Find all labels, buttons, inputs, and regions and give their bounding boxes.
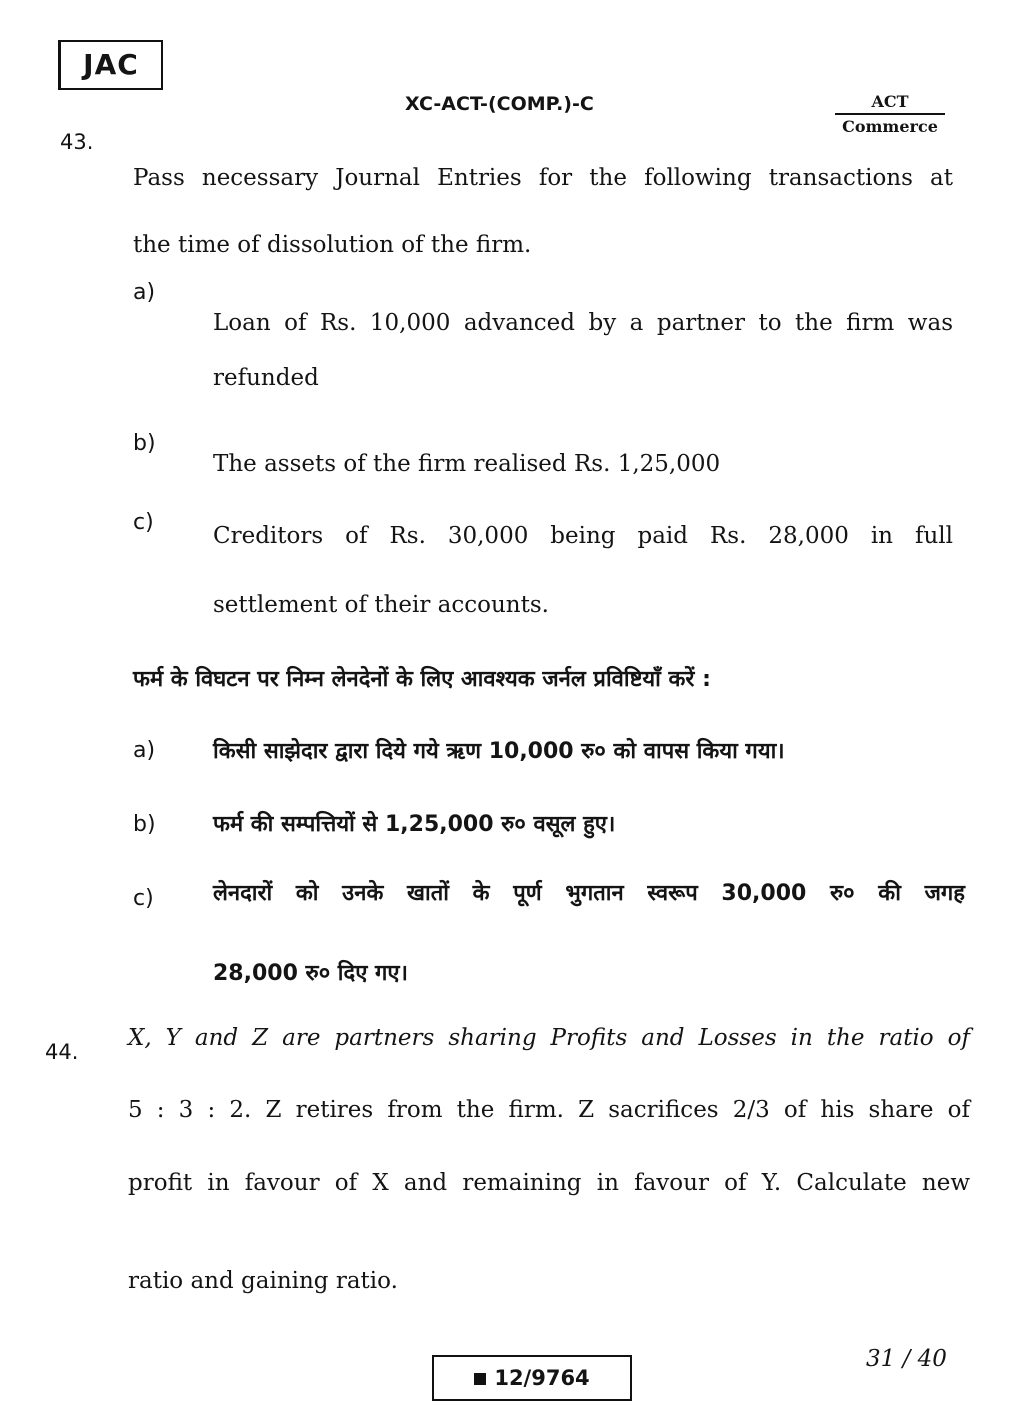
- page-number: 31 / 40: [866, 1346, 947, 1372]
- q43-part-c-line1: Creditors of Rs. 30,000 being paid Rs. 28,000 in full: [213, 523, 953, 549]
- q43-hindi-part-a-label: a): [133, 738, 156, 763]
- footer-code-box: [432, 1355, 632, 1401]
- q43-hindi-part-c-label: c): [133, 886, 154, 911]
- q43-part-a-line1: Loan of Rs. 10,000 advanced by a partner to the firm was: [213, 310, 953, 336]
- q43-part-b-line1: The assets of the firm realised Rs. 1,25,000: [213, 451, 721, 477]
- question-44-number: 44.: [45, 1040, 79, 1064]
- subject-top: ACT: [835, 92, 945, 115]
- q43-hindi-part-c-line2: 28,000 रु० दिए गए।: [213, 961, 408, 986]
- question-44-line3: profit in favour of X and remaining in favour of Y. Calculate new: [128, 1170, 970, 1196]
- footer-code: 12/9764: [494, 1366, 590, 1390]
- q43-part-a-line2: refunded: [213, 365, 319, 391]
- question-44-line2: 5 : 3 : 2. Z retires from the firm. Z sacrifices 2/3 of his share of: [128, 1097, 970, 1123]
- q43-part-b-label: b): [133, 431, 156, 456]
- q43-hindi-part-a-line1: किसी साझेदार द्वारा दिये गये ऋण 10,000 रु० को वापस किया गया।: [213, 739, 785, 764]
- question-43-number: 43.: [60, 130, 94, 154]
- paper-code: XC-ACT-(COMP.)-C: [405, 93, 594, 115]
- q43-hindi-part-b-label: b): [133, 812, 156, 837]
- q43-hindi-part-b-line1: फर्म की सम्पत्तियों से 1,25,000 रु० वसूल हुए।: [213, 812, 616, 837]
- q43-part-c-line2: settlement of their accounts.: [213, 592, 549, 618]
- question-43-intro-line1: Pass necessary Journal Entries for the following transactions at: [133, 165, 953, 191]
- question-43-intro-line2: the time of dissolution of the firm.: [133, 232, 532, 258]
- question-44-line1: X, Y and Z are partners sharing Profits and Losses in the ratio of: [128, 1025, 970, 1051]
- q43-part-c-label: c): [133, 510, 154, 535]
- square-bullet-icon: [474, 1373, 486, 1385]
- subject-label: [835, 92, 945, 136]
- question-43-hindi-intro: फर्म के विघटन पर निम्न लेनदेनों के लिए आवश्यक जर्नल प्रविष्टियाँ करें :: [133, 667, 711, 692]
- subject-bottom: Commerce: [842, 117, 938, 136]
- q43-hindi-part-c-line1: लेनदारों को उनके खातों के पूर्ण भुगतान स्वरूप 30,000 रु० की जगह: [213, 881, 965, 906]
- q43-part-a-label: a): [133, 280, 156, 305]
- question-44-line4: ratio and gaining ratio.: [128, 1268, 398, 1294]
- board-badge: JAC: [58, 40, 163, 90]
